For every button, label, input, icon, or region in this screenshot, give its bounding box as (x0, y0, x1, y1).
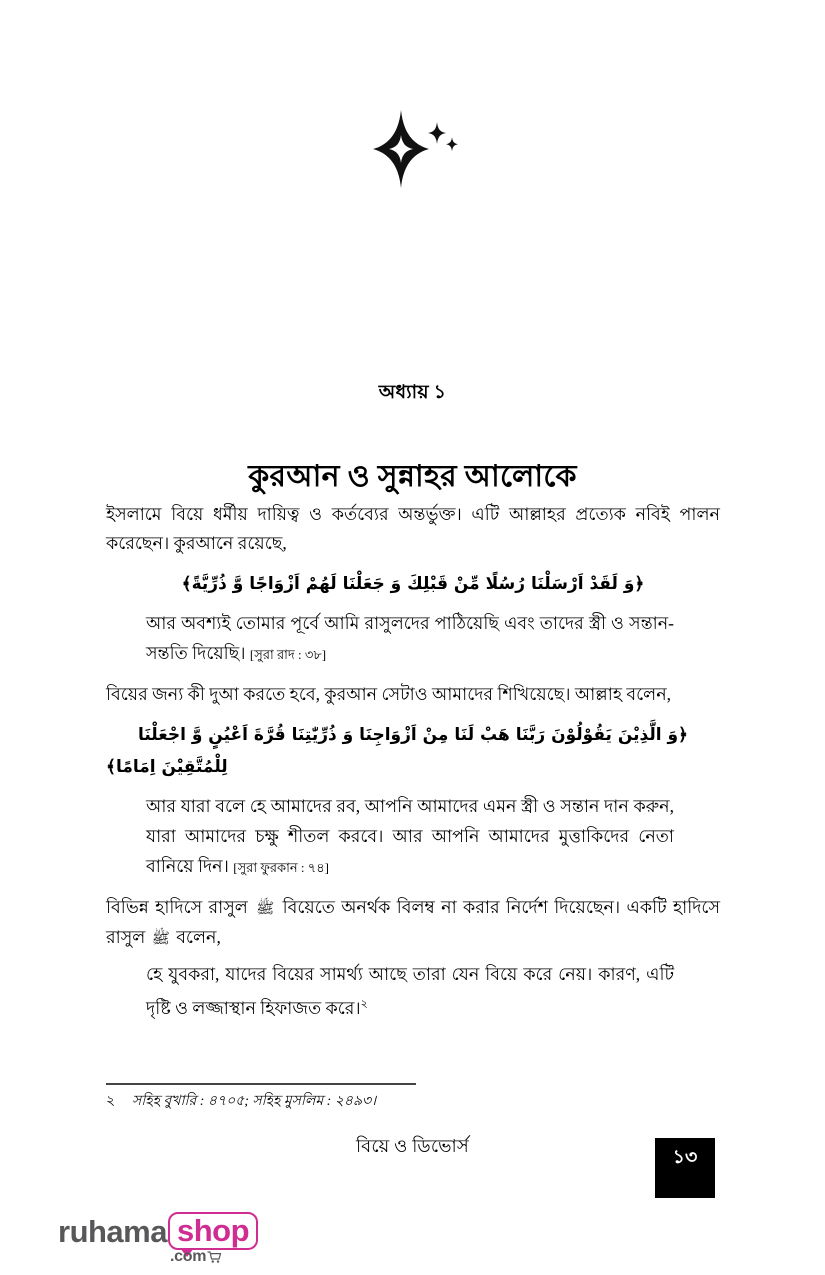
logo-shop-text: shop (176, 1213, 250, 1248)
translation-text: আর যারা বলে হে আমাদের রব, আপনি আমাদের এমন স্ত্রী ও সন্তান দান করুন, যারা আমাদের চক্ষু শীতল করবে। আর আপনি আমাদের মুত্তাকিদের নেতা বানিয়ে দিন। (146, 796, 674, 876)
ornament-container (0, 108, 825, 192)
quran-verse-1-translation (146, 608, 674, 670)
quran-verse-2-translation (146, 791, 674, 883)
sallallahu-alayhi-wasallam-icon: ﷺ (256, 899, 275, 917)
logo-bubble (168, 1212, 258, 1250)
logo-tld-text: .com (170, 1248, 207, 1265)
paragraph-intro: ইসলামে বিয়ে ধর্মীয় দায়িত্ব ও কর্তব্যের অন্তর্ভুক্ত। এটি আল্লাহর প্রত্যেক নবিই পালন করেছেন। কুরআনে রয়েছে, (106, 504, 720, 553)
quran-verse-1: ﴿وَ لَقَدْ اَرْسَلْنَا رُسُلًا مِّنْ قَبْلِكَ وَ جَعَلْنَا لَهُمْ اَزْوَاجًا وَّ ذُرِّيَّةً﴾ (181, 574, 645, 594)
footnote-marker: ২ (360, 998, 368, 1010)
logo-row (58, 1212, 258, 1265)
hadith-text: হে যুবকরা, যাদের বিয়ের সামর্থ্য আছে তারা যেন বিয়ে করে নেয়। কারণ, এটি দৃষ্টি ও লজ্জাস্থান হিফাজত করে। (146, 964, 674, 1018)
hadith-intro-part-1: বিভিন্ন হাদিসে রাসুল (106, 897, 248, 917)
hadith-intro-part-3: বলেন, (176, 927, 221, 947)
hadith-quote (146, 959, 674, 1023)
hadith-intro-part-2: বিয়েতে অনর্থক বিলম্ব না করার নির্দেশ দিয়েছেন। একটি হাদিসে রাসুল (106, 897, 721, 947)
logo-brand-text: ruhama (58, 1213, 167, 1249)
translation-text: আর অবশ্যই তোমার পূর্বে আমি রাসুলদের পাঠিয়েছি এবং তাদের স্ত্রী ও সন্তান-সন্ততি দিয়েছি। (146, 613, 674, 663)
shopping-cart-icon (207, 1251, 222, 1264)
footnote (106, 1092, 606, 1112)
logo-tld (170, 1248, 222, 1266)
verse-reference: [সুরা ফুরকান : ৭৪] (233, 860, 329, 875)
verse-2-line-2: لِلْمُتَّقِيْنَ اِمَامًا﴾ (106, 757, 228, 777)
chapter-label: অধ্যায় ১ (378, 382, 447, 403)
paragraph-dua-intro: বিয়ের জন্য কী দুআ করতে হবে, কুরআন সেটাও আমাদের শিখিয়েছে। আল্লাহ বলেন, (106, 684, 672, 704)
ruhamashop-watermark-logo (58, 1212, 258, 1264)
paragraph-hadith-intro (106, 893, 720, 953)
sallallahu-alayhi-wasallam-icon: ﷺ (151, 929, 170, 947)
page-content (106, 500, 720, 1023)
page-title: কুরআন ও সুন্নাহর আলোকে (248, 460, 577, 494)
page-number: ১৩ (655, 1138, 715, 1198)
quran-verse-2 (106, 719, 720, 783)
four-point-sparkle-icon (353, 108, 473, 192)
running-footer-title: বিয়ে ও ডিভোর্স (355, 1136, 469, 1156)
footnote-text: সহিহ বুখারি : ৪৭০৫; সহিহ মুসলিম : ২৪৯৩। (132, 1094, 377, 1109)
footnote-number: ২ (106, 1094, 116, 1109)
verse-reference: [সুরা রাদ : ৩৮] (249, 647, 327, 662)
verse-2-line-1: ﴿وَ الَّذِيْنَ يَقُوْلُوْنَ رَبَّنَا هَبْ لَنَا مِنْ اَزْوَاجِنَا وَ ذُرِّيّٰتِنَا قُرَّةَ اَعْيُنٍ وَّ اجْعَلْنَا (137, 725, 689, 745)
footnote-divider (106, 1083, 416, 1085)
